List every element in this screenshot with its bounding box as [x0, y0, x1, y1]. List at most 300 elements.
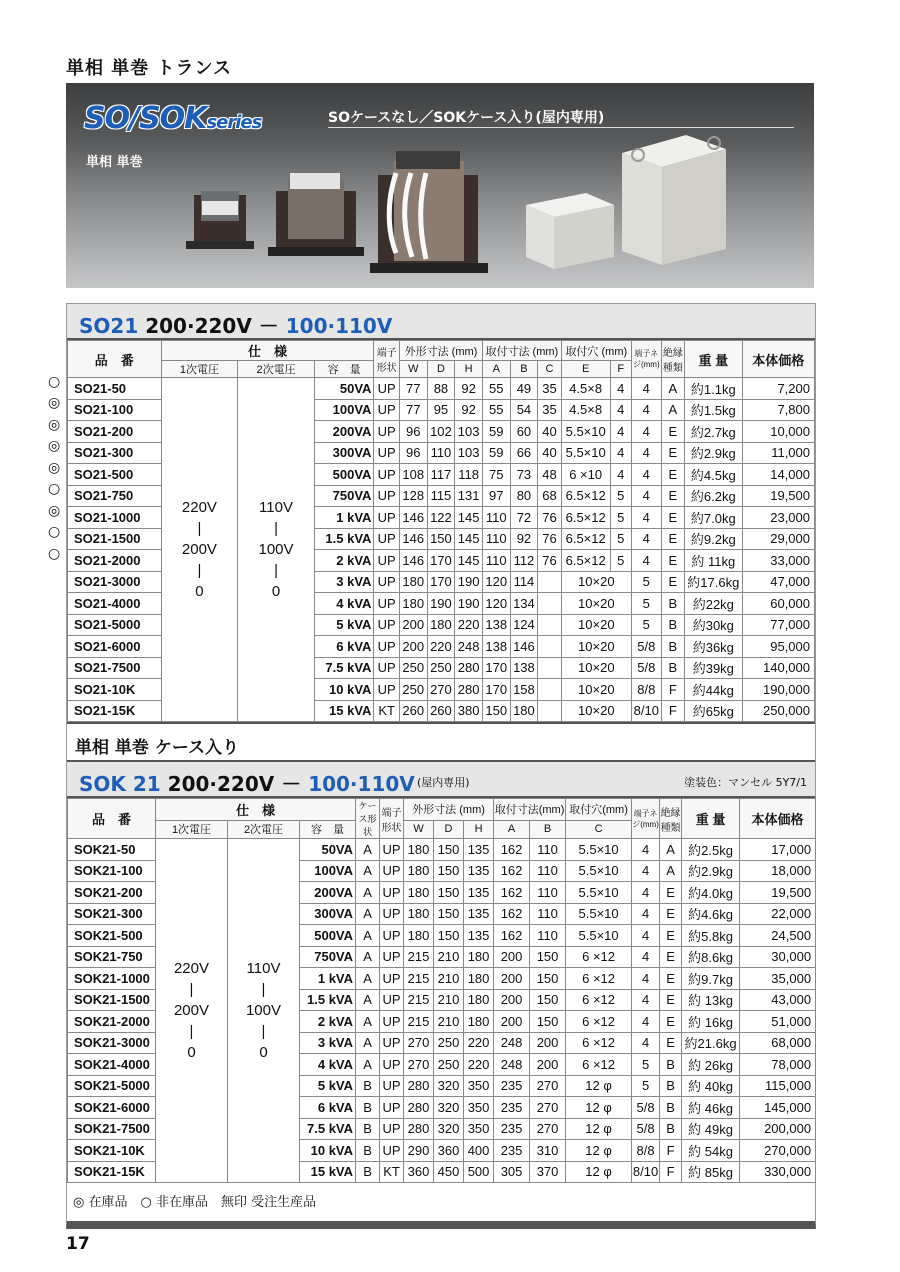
insulation-cell: B: [661, 636, 684, 658]
insulation-cell: B: [661, 614, 684, 636]
dim-d-cell: 190: [427, 593, 455, 615]
dim-h-cell: 145: [455, 528, 483, 550]
capacity-cell: 7.5 kVA: [300, 1118, 356, 1140]
price-cell: 29,000: [742, 528, 814, 550]
screw-cell: 8/10: [631, 700, 661, 722]
dim-b-cell: 310: [530, 1140, 566, 1162]
price-cell: 190,000: [742, 679, 814, 701]
model-cell: SOK21-3000: [68, 1032, 156, 1054]
case-cell: B: [356, 1097, 380, 1119]
dim-b-cell: 60: [510, 421, 538, 443]
dim-b-cell: 92: [510, 528, 538, 550]
insulation-cell: F: [661, 679, 684, 701]
screw-cell: 4: [632, 946, 660, 968]
model-cell: SOK21-100: [68, 860, 156, 882]
dim-a-cell: 200: [494, 968, 530, 990]
weight-cell: 約9.2kg: [685, 528, 742, 550]
product-banner: [66, 83, 814, 288]
dim-b-cell: 124: [510, 614, 538, 636]
capacity-cell: 200VA: [314, 421, 374, 443]
weight-cell: 約39kg: [685, 657, 742, 679]
capacity-cell: 10 kVA: [300, 1140, 356, 1162]
dim-a-cell: 75: [482, 464, 510, 486]
dim-c-cell: [538, 614, 561, 636]
dim-a-cell: 110: [482, 507, 510, 529]
dim-h-cell: 248: [455, 636, 483, 658]
dim-b-cell: 150: [530, 968, 566, 990]
model-cell: SOK21-7500: [68, 1118, 156, 1140]
insulation-cell: E: [661, 528, 684, 550]
dim-c-cell: 6 ×12: [566, 989, 632, 1011]
dim-a-cell: 162: [494, 839, 530, 861]
header-screw: 端子ネジ(mm): [631, 341, 661, 378]
dim-a-cell: 162: [494, 925, 530, 947]
product-photos: [66, 83, 814, 288]
price-cell: 78,000: [740, 1054, 816, 1076]
dim-b-cell: 138: [510, 657, 538, 679]
insulation-cell: B: [661, 593, 684, 615]
terminal-cell: UP: [380, 1118, 404, 1140]
dim-c-cell: [538, 679, 561, 701]
header-price: 本体価格: [740, 799, 816, 839]
header-b: B: [530, 820, 566, 838]
weight-cell: 約 46kg: [682, 1097, 740, 1119]
terminal-cell: UP: [374, 464, 400, 486]
header-secondary: 2次電圧: [228, 820, 300, 838]
dim-h-cell: 135: [464, 925, 494, 947]
insulation-cell: E: [661, 485, 684, 507]
header-hole: 取付穴 (mm): [561, 341, 631, 361]
dim-b-cell: 180: [510, 700, 538, 722]
dim-d-cell: 250: [434, 1054, 464, 1076]
capacity-cell: 750VA: [314, 485, 374, 507]
insulation-cell: E: [661, 550, 684, 572]
dim-c-cell: 48: [538, 464, 561, 486]
case-cell: A: [356, 882, 380, 904]
price-cell: 47,000: [742, 571, 814, 593]
model-cell: SO21-1500: [68, 528, 162, 550]
dim-w-cell: 260: [399, 700, 427, 722]
dim-w-cell: 77: [399, 378, 427, 400]
weight-cell: 約8.6kg: [682, 946, 740, 968]
screw-cell: 4: [631, 485, 661, 507]
price-cell: 43,000: [740, 989, 816, 1011]
insulation-cell: E: [660, 946, 682, 968]
capacity-cell: 2 kVA: [314, 550, 374, 572]
dim-w-cell: 200: [399, 636, 427, 658]
capacity-cell: 5 kVA: [300, 1075, 356, 1097]
case-cell: A: [356, 946, 380, 968]
dim-b-cell: 370: [530, 1161, 566, 1183]
dim-c-cell: [538, 636, 561, 658]
weight-cell: 約44kg: [685, 679, 742, 701]
weight-cell: 約 85kg: [682, 1161, 740, 1183]
header-h: H: [464, 820, 494, 838]
dim-w-cell: 146: [399, 550, 427, 572]
hole-e-cell: 10×20: [561, 700, 631, 722]
indoor-note: (屋内専用): [417, 776, 470, 789]
hole-e-cell: 10×20: [561, 614, 631, 636]
insulation-cell: A: [661, 378, 684, 400]
header-primary: 1次電圧: [156, 820, 228, 838]
dim-h-cell: 190: [455, 571, 483, 593]
dim-b-cell: 134: [510, 593, 538, 615]
dim-a-cell: 59: [482, 421, 510, 443]
hole-e-cell: 10×20: [561, 593, 631, 615]
price-cell: 35,000: [740, 968, 816, 990]
sok21-table: [67, 798, 816, 1183]
weight-cell: 約 16kg: [682, 1011, 740, 1033]
model-cell: SOK21-6000: [68, 1097, 156, 1119]
screw-cell: 4: [632, 968, 660, 990]
capacity-cell: 4 kVA: [300, 1054, 356, 1076]
weight-cell: 約4.5kg: [685, 464, 742, 486]
hole-f-cell: 4: [610, 399, 631, 421]
insulation-cell: E: [661, 464, 684, 486]
case-cell: A: [356, 903, 380, 925]
header-a: A: [482, 361, 510, 378]
dim-d-cell: 150: [434, 925, 464, 947]
terminal-cell: UP: [374, 636, 400, 658]
dim-a-cell: 162: [494, 882, 530, 904]
model-cell: SO21-300: [68, 442, 162, 464]
dim-a-cell: 162: [494, 903, 530, 925]
dim-c-cell: 5.5×10: [566, 882, 632, 904]
spec-table-panel: [66, 303, 816, 1229]
hole-e-cell: 4.5×8: [561, 399, 610, 421]
hole-e-cell: 10×20: [561, 657, 631, 679]
screw-cell: 4: [631, 421, 661, 443]
dim-a-cell: 97: [482, 485, 510, 507]
dim-d-cell: 170: [427, 550, 455, 572]
dim-w-cell: 146: [399, 507, 427, 529]
terminal-cell: UP: [374, 485, 400, 507]
stock-mark: ○: [48, 524, 61, 540]
model-cell: SOK21-15K: [68, 1161, 156, 1183]
dim-w-cell: 280: [404, 1118, 434, 1140]
sok-section-title: 単相 単巻 ケース入り: [67, 722, 815, 760]
hole-f-cell: 4: [610, 464, 631, 486]
stock-mark: ◎: [48, 416, 61, 433]
header-h: H: [455, 361, 483, 378]
header-primary: 1次電圧: [161, 361, 238, 378]
insulation-cell: B: [660, 1075, 682, 1097]
dim-h-cell: 145: [455, 550, 483, 572]
terminal-cell: UP: [380, 1011, 404, 1033]
dim-d-cell: 210: [434, 968, 464, 990]
dim-c-cell: 12 φ: [566, 1118, 632, 1140]
terminal-cell: UP: [374, 378, 400, 400]
stock-mark: ○: [48, 481, 61, 497]
dim-d-cell: 270: [427, 679, 455, 701]
sok21-voltage-in: 200·220V: [167, 772, 275, 796]
header-w: W: [399, 361, 427, 378]
capacity-cell: 1.5 kVA: [314, 528, 374, 550]
header-case: ケース形状: [356, 799, 380, 839]
dim-c-cell: [538, 593, 561, 615]
case-cell: B: [356, 1118, 380, 1140]
table-row: [68, 378, 815, 400]
capacity-cell: 300VA: [300, 903, 356, 925]
dim-h-cell: 135: [464, 860, 494, 882]
terminal-cell: UP: [380, 968, 404, 990]
secondary-voltage-cell: 110V | 100V | 0: [228, 839, 300, 1183]
hole-f-cell: 4: [610, 442, 631, 464]
header-screw: 端子ネジ(mm): [632, 799, 660, 839]
dim-d-cell: 360: [434, 1140, 464, 1162]
model-cell: SO21-5000: [68, 614, 162, 636]
terminal-cell: UP: [380, 1032, 404, 1054]
dim-d-cell: 102: [427, 421, 455, 443]
weight-cell: 約17.6kg: [685, 571, 742, 593]
dim-h-cell: 131: [455, 485, 483, 507]
dim-w-cell: 360: [404, 1161, 434, 1183]
price-cell: 30,000: [740, 946, 816, 968]
dim-h-cell: 190: [455, 593, 483, 615]
page-title: 単相 単巻 トランス: [66, 58, 232, 79]
dim-h-cell: 103: [455, 421, 483, 443]
model-cell: SO21-750: [68, 485, 162, 507]
capacity-cell: 500VA: [300, 925, 356, 947]
header-insulation: 絶縁種類: [661, 341, 684, 378]
terminal-cell: UP: [374, 528, 400, 550]
dim-d-cell: 180: [427, 614, 455, 636]
dim-h-cell: 220: [455, 614, 483, 636]
dim-h-cell: 135: [464, 882, 494, 904]
dim-a-cell: 248: [494, 1054, 530, 1076]
price-cell: 51,000: [740, 1011, 816, 1033]
dash: －: [258, 314, 279, 338]
paint-color-note: 塗装色：マンセル 5Y7/1: [684, 776, 807, 789]
model-cell: SOK21-500: [68, 925, 156, 947]
dim-d-cell: 320: [434, 1118, 464, 1140]
price-cell: 145,000: [740, 1097, 816, 1119]
header-c: C: [538, 361, 561, 378]
hole-e-cell: 10×20: [561, 679, 631, 701]
hole-e-cell: 6.5×12: [561, 485, 610, 507]
screw-cell: 5/8: [632, 1097, 660, 1119]
dim-a-cell: 110: [482, 528, 510, 550]
header-insulation: 絶縁種類: [660, 799, 682, 839]
dim-w-cell: 180: [399, 593, 427, 615]
header-e: E: [561, 361, 610, 378]
dim-w-cell: 200: [399, 614, 427, 636]
insulation-cell: E: [660, 925, 682, 947]
price-cell: 330,000: [740, 1161, 816, 1183]
price-cell: 22,000: [740, 903, 816, 925]
terminal-cell: UP: [374, 571, 400, 593]
weight-cell: 約 40kg: [682, 1075, 740, 1097]
price-cell: 68,000: [740, 1032, 816, 1054]
header-f: F: [610, 361, 631, 378]
header-mount: 取付寸法(mm): [494, 799, 566, 821]
stock-mark: ◎: [48, 395, 61, 411]
stock-mark: ○: [48, 373, 61, 390]
dim-w-cell: 108: [399, 464, 427, 486]
case-cell: A: [356, 1032, 380, 1054]
dim-b-cell: 270: [530, 1118, 566, 1140]
weight-cell: 約7.0kg: [685, 507, 742, 529]
weight-cell: 約1.1kg: [685, 378, 742, 400]
capacity-cell: 7.5 kVA: [314, 657, 374, 679]
model-cell: SO21-4000: [68, 593, 162, 615]
dim-a-cell: 150: [482, 700, 510, 722]
header-model: 品 番: [68, 341, 162, 378]
screw-cell: 5/8: [631, 657, 661, 679]
dim-b-cell: 80: [510, 485, 538, 507]
hole-f-cell: 4: [610, 421, 631, 443]
capacity-cell: 5 kVA: [314, 614, 374, 636]
case-large-image: [622, 135, 726, 265]
dim-d-cell: 220: [427, 636, 455, 658]
dim-c-cell: 12 φ: [566, 1075, 632, 1097]
dim-d-cell: 250: [427, 657, 455, 679]
model-cell: SOK21-4000: [68, 1054, 156, 1076]
dim-h-cell: 92: [455, 399, 483, 421]
dim-b-cell: 150: [530, 946, 566, 968]
so21-voltage-in: 200·220V: [145, 314, 252, 338]
dim-c-cell: 40: [538, 442, 561, 464]
model-cell: SOK21-5000: [68, 1075, 156, 1097]
capacity-cell: 1 kVA: [314, 507, 374, 529]
so21-code: SO21: [79, 314, 139, 338]
screw-cell: 4: [632, 903, 660, 925]
dim-c-cell: 5.5×10: [566, 903, 632, 925]
dim-d-cell: 450: [434, 1161, 464, 1183]
screw-cell: 4: [632, 925, 660, 947]
insulation-cell: F: [660, 1161, 682, 1183]
insulation-cell: A: [661, 399, 684, 421]
hole-f-cell: 5: [610, 528, 631, 550]
dim-c-cell: [538, 657, 561, 679]
insulation-cell: E: [660, 903, 682, 925]
dim-w-cell: 215: [404, 1011, 434, 1033]
dim-a-cell: 248: [494, 1032, 530, 1054]
dim-b-cell: 110: [530, 860, 566, 882]
price-cell: 200,000: [740, 1118, 816, 1140]
terminal-cell: KT: [374, 700, 400, 722]
dim-b-cell: 150: [530, 989, 566, 1011]
screw-cell: 4: [632, 882, 660, 904]
dim-h-cell: 180: [464, 1011, 494, 1033]
terminal-cell: UP: [374, 614, 400, 636]
weight-cell: 約4.6kg: [682, 903, 740, 925]
dim-a-cell: 55: [482, 378, 510, 400]
so21-header: [67, 304, 815, 340]
header-terminal: 端子形状: [380, 799, 404, 839]
weight-cell: 約 26kg: [682, 1054, 740, 1076]
weight-cell: 約4.0kg: [682, 882, 740, 904]
dim-a-cell: 55: [482, 399, 510, 421]
header-b: B: [510, 361, 538, 378]
model-cell: SOK21-2000: [68, 1011, 156, 1033]
dim-w-cell: 250: [399, 679, 427, 701]
dim-h-cell: 92: [455, 378, 483, 400]
dim-b-cell: 110: [530, 839, 566, 861]
terminal-cell: UP: [380, 882, 404, 904]
screw-cell: 5: [631, 593, 661, 615]
weight-cell: 約 11kg: [685, 550, 742, 572]
capacity-cell: 3 kVA: [314, 571, 374, 593]
terminal-cell: UP: [374, 421, 400, 443]
capacity-cell: 100VA: [314, 399, 374, 421]
dim-w-cell: 280: [404, 1097, 434, 1119]
capacity-cell: 1 kVA: [300, 968, 356, 990]
dim-b-cell: 270: [530, 1075, 566, 1097]
dim-a-cell: 235: [494, 1075, 530, 1097]
dim-w-cell: 215: [404, 968, 434, 990]
case-small-image: [526, 193, 614, 269]
insulation-cell: A: [660, 860, 682, 882]
hole-f-cell: 5: [610, 485, 631, 507]
dim-a-cell: 59: [482, 442, 510, 464]
model-cell: SOK21-200: [68, 882, 156, 904]
screw-cell: 4: [632, 1032, 660, 1054]
dim-c-cell: 6 ×12: [566, 1032, 632, 1054]
price-cell: 19,500: [740, 882, 816, 904]
stock-mark: ◎: [48, 459, 61, 476]
screw-cell: 5: [631, 571, 661, 593]
insulation-cell: E: [661, 442, 684, 464]
price-cell: 115,000: [740, 1075, 816, 1097]
dim-d-cell: 320: [434, 1075, 464, 1097]
dim-a-cell: 200: [494, 946, 530, 968]
capacity-cell: 1.5 kVA: [300, 989, 356, 1011]
table-row: [68, 839, 816, 861]
screw-cell: 5: [632, 1054, 660, 1076]
header-w: W: [404, 820, 434, 838]
dim-c-cell: 35: [538, 378, 561, 400]
insulation-cell: F: [660, 1140, 682, 1162]
screw-cell: 8/10: [632, 1161, 660, 1183]
dim-c-cell: 5.5×10: [566, 860, 632, 882]
screw-cell: 5/8: [631, 636, 661, 658]
header-c: C: [566, 820, 632, 838]
header-spec: 仕 様: [156, 799, 356, 821]
screw-cell: 5/8: [632, 1118, 660, 1140]
screw-cell: 5: [631, 614, 661, 636]
transformer-large-image: [370, 151, 488, 273]
model-cell: SO21-500: [68, 464, 162, 486]
weight-cell: 約 54kg: [682, 1140, 740, 1162]
terminal-cell: UP: [380, 839, 404, 861]
weight-cell: 約2.5kg: [682, 839, 740, 861]
dim-h-cell: 280: [455, 679, 483, 701]
dim-b-cell: 200: [530, 1032, 566, 1054]
primary-voltage-cell: 220V | 200V | 0: [156, 839, 228, 1183]
model-cell: SOK21-1500: [68, 989, 156, 1011]
case-cell: B: [356, 1161, 380, 1183]
insulation-cell: E: [660, 1032, 682, 1054]
case-cell: A: [356, 839, 380, 861]
hole-e-cell: 6.5×12: [561, 507, 610, 529]
insulation-cell: B: [660, 1054, 682, 1076]
terminal-cell: UP: [374, 507, 400, 529]
dim-d-cell: 150: [434, 903, 464, 925]
case-cell: A: [356, 860, 380, 882]
dim-c-cell: 6 ×12: [566, 946, 632, 968]
dim-c-cell: 12 φ: [566, 1161, 632, 1183]
dim-c-cell: 6 ×12: [566, 1054, 632, 1076]
case-cell: B: [356, 1075, 380, 1097]
dim-d-cell: 260: [427, 700, 455, 722]
weight-cell: 約1.5kg: [685, 399, 742, 421]
screw-cell: 4: [632, 989, 660, 1011]
dim-d-cell: 210: [434, 989, 464, 1011]
insulation-cell: E: [660, 1011, 682, 1033]
dim-a-cell: 235: [494, 1140, 530, 1162]
dim-b-cell: 49: [510, 378, 538, 400]
